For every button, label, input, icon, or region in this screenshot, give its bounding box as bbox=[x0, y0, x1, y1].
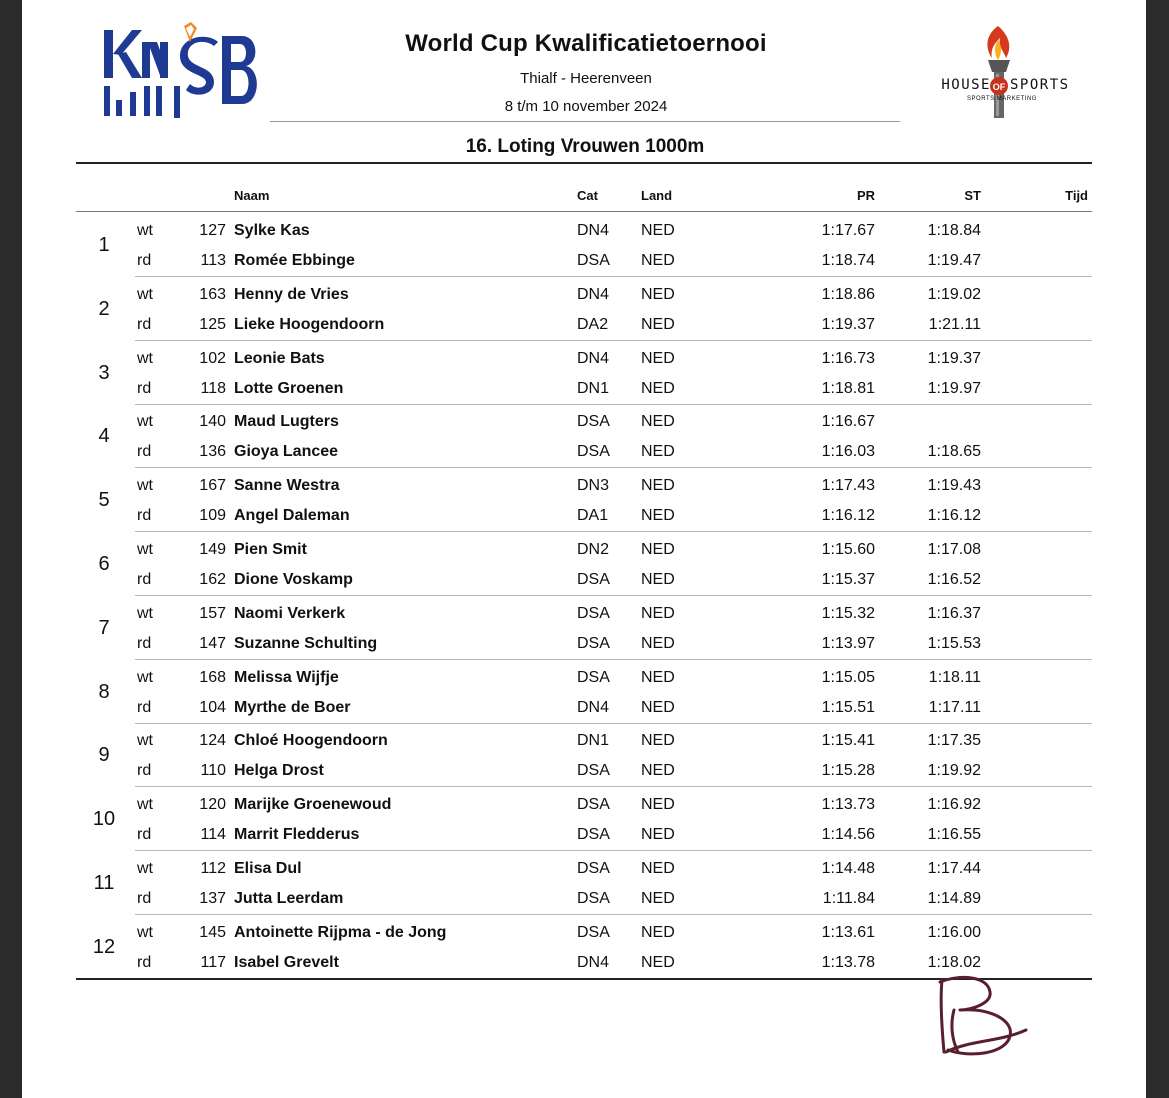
skater-number: 140 bbox=[199, 413, 226, 431]
skater-number: 102 bbox=[199, 349, 226, 367]
skater-name: Henny de Vries bbox=[234, 285, 349, 303]
personal-record: 1:17.67 bbox=[821, 222, 875, 239]
skater-name: Romée Ebbinge bbox=[234, 252, 355, 269]
season-time: 1:18.65 bbox=[927, 443, 981, 461]
skater-country: NED bbox=[641, 762, 675, 780]
col-header-naam: Naam bbox=[234, 188, 270, 203]
skater-number: 136 bbox=[199, 443, 226, 461]
skater-category: DSA bbox=[577, 252, 610, 269]
pair-number: 10 bbox=[92, 808, 116, 831]
pair-number: 3 bbox=[98, 361, 110, 384]
season-time: 1:17.11 bbox=[928, 698, 981, 716]
pair-number: 5 bbox=[98, 489, 110, 512]
skater-name: Myrthe de Boer bbox=[234, 698, 351, 716]
skater-number: 157 bbox=[199, 604, 226, 622]
skater-number: 125 bbox=[199, 315, 226, 333]
season-time: 1:19.37 bbox=[927, 349, 981, 367]
skater-name: Elisa Dul bbox=[234, 860, 302, 877]
skater-number: 162 bbox=[199, 571, 226, 588]
skater-country: NED bbox=[641, 860, 675, 877]
personal-record: 1:15.37 bbox=[821, 571, 875, 588]
skater-category: DN4 bbox=[577, 222, 610, 239]
skater-name: Maud Lugters bbox=[234, 413, 339, 431]
pair-separator bbox=[135, 723, 1092, 724]
lane-label: rd bbox=[137, 698, 152, 716]
season-time: 1:18.02 bbox=[927, 953, 981, 971]
skater-country: NED bbox=[641, 507, 675, 525]
season-time: 1:17.35 bbox=[927, 732, 981, 750]
lane-label: wt bbox=[137, 541, 153, 558]
skater-number: 109 bbox=[199, 507, 226, 525]
skater-country: NED bbox=[641, 634, 675, 652]
personal-record: 1:11.84 bbox=[822, 890, 875, 907]
season-time: 1:19.43 bbox=[927, 477, 981, 495]
personal-record: 1:16.12 bbox=[821, 507, 875, 525]
pair-number: 1 bbox=[98, 234, 110, 256]
pair-separator bbox=[135, 404, 1092, 405]
skater-category: DN1 bbox=[577, 379, 610, 397]
lane-label: wt bbox=[137, 668, 153, 686]
skater-category: DN2 bbox=[577, 541, 610, 558]
skater-name: Marrit Fledderus bbox=[234, 826, 360, 844]
skater-category: DN4 bbox=[577, 953, 610, 971]
skater-number: 137 bbox=[199, 890, 226, 907]
lane-label: rd bbox=[137, 571, 152, 588]
season-time: 1:17.08 bbox=[927, 541, 981, 558]
personal-record: 1:15.28 bbox=[821, 762, 875, 780]
personal-record: 1:13.73 bbox=[821, 796, 875, 814]
skater-category: DSA bbox=[577, 826, 610, 844]
personal-record: 1:13.61 bbox=[821, 923, 875, 941]
personal-record: 1:15.41 bbox=[821, 732, 875, 750]
skater-number: 112 bbox=[200, 860, 226, 877]
personal-record: 1:13.78 bbox=[821, 953, 875, 971]
season-time: 1:16.55 bbox=[927, 826, 981, 844]
col-header-st: ST bbox=[964, 188, 981, 203]
skater-name: Isabel Grevelt bbox=[234, 953, 339, 971]
season-time: 1:19.92 bbox=[927, 762, 981, 780]
pair-number: 2 bbox=[98, 297, 110, 320]
event-title: 16. Loting Vrouwen 1000m bbox=[465, 136, 705, 157]
lane-label: wt bbox=[137, 413, 153, 431]
lane-label: rd bbox=[137, 762, 152, 780]
lane-label: wt bbox=[137, 604, 153, 622]
skater-name: Helga Drost bbox=[234, 762, 324, 780]
season-time: 1:16.37 bbox=[927, 604, 981, 622]
hos-tagline: SPORTS MARKETING bbox=[967, 96, 1037, 102]
table-header-rule bbox=[76, 211, 1092, 212]
skater-country: NED bbox=[641, 252, 675, 269]
col-header-land: Land bbox=[641, 188, 673, 203]
skater-category: DN3 bbox=[577, 477, 610, 495]
skater-name: Chloé Hoogendoorn bbox=[234, 732, 388, 750]
pair-number: 6 bbox=[98, 553, 110, 575]
personal-record: 1:19.37 bbox=[821, 315, 875, 333]
skater-name: Angel Daleman bbox=[234, 507, 350, 525]
skater-name: Marijke Groenewoud bbox=[234, 796, 392, 814]
season-time: 1:16.00 bbox=[927, 923, 981, 941]
lane-label: wt bbox=[137, 796, 153, 814]
lane-label: wt bbox=[137, 477, 153, 495]
skater-number: 127 bbox=[199, 222, 226, 239]
skater-category: DSA bbox=[577, 604, 610, 622]
personal-record: 1:18.74 bbox=[821, 252, 875, 269]
skater-country: NED bbox=[641, 732, 675, 750]
lane-label: rd bbox=[137, 379, 152, 397]
skater-country: NED bbox=[641, 285, 675, 303]
pair-separator bbox=[135, 850, 1092, 851]
personal-record: 1:14.56 bbox=[821, 826, 875, 844]
season-time: 1:16.12 bbox=[927, 507, 981, 525]
skater-category: DSA bbox=[577, 668, 610, 686]
season-time: 1:19.47 bbox=[927, 252, 981, 269]
personal-record: 1:14.48 bbox=[821, 860, 875, 877]
pair-separator bbox=[135, 659, 1092, 660]
pair-separator bbox=[135, 786, 1092, 787]
skater-category: DN4 bbox=[577, 285, 610, 303]
skater-category: DSA bbox=[577, 413, 610, 431]
skater-category: DSA bbox=[577, 634, 610, 652]
season-time: 1:18.11 bbox=[928, 668, 981, 686]
personal-record: 1:17.43 bbox=[821, 477, 875, 495]
season-time: 1:17.44 bbox=[927, 860, 981, 877]
skater-country: NED bbox=[641, 890, 675, 907]
knsb-logo bbox=[102, 22, 262, 122]
skater-category: DSA bbox=[577, 762, 610, 780]
personal-record: 1:16.03 bbox=[821, 443, 875, 461]
skater-number: 117 bbox=[200, 953, 226, 971]
col-header-pr: PR bbox=[856, 188, 875, 203]
document-title: World Cup Kwalificatietoernooi bbox=[405, 30, 767, 57]
pair-separator bbox=[135, 914, 1092, 915]
skater-country: NED bbox=[641, 698, 675, 716]
skater-country: NED bbox=[641, 668, 675, 686]
personal-record: 1:15.05 bbox=[821, 668, 875, 686]
pair-number: 8 bbox=[98, 680, 110, 703]
skater-number: 118 bbox=[200, 379, 226, 397]
season-time: 1:16.92 bbox=[927, 796, 981, 814]
pair-number: 11 bbox=[93, 872, 115, 894]
season-time: 1:19.97 bbox=[927, 379, 981, 397]
lane-label: wt bbox=[137, 222, 153, 239]
pair-number: 12 bbox=[92, 935, 116, 958]
handwritten-initials bbox=[930, 970, 1040, 1060]
skater-name: Naomi Verkerk bbox=[234, 604, 346, 622]
skater-category: DA1 bbox=[577, 507, 609, 525]
skater-name: Lieke Hoogendoorn bbox=[234, 315, 385, 333]
skater-category: DSA bbox=[577, 923, 610, 941]
hos-sports-word: SPORTS bbox=[1010, 77, 1070, 93]
pair-separator bbox=[135, 467, 1092, 468]
skater-category: DA2 bbox=[577, 315, 609, 333]
personal-record: 1:16.67 bbox=[821, 413, 875, 431]
venue: Thialf - Heerenveen bbox=[520, 70, 652, 87]
pair-separator bbox=[135, 531, 1092, 532]
skater-name: Antoinette Rijpma - de Jong bbox=[234, 923, 447, 941]
skater-country: NED bbox=[641, 826, 675, 844]
season-time: 1:19.02 bbox=[927, 285, 981, 303]
skater-number: 110 bbox=[200, 762, 226, 780]
personal-record: 1:18.86 bbox=[821, 285, 875, 303]
skater-country: NED bbox=[641, 413, 675, 431]
pair-number: 7 bbox=[98, 616, 110, 639]
personal-record: 1:16.73 bbox=[821, 349, 875, 367]
col-header-cat: Cat bbox=[577, 188, 598, 203]
skater-name: Suzanne Schulting bbox=[234, 634, 378, 652]
skater-name: Melissa Wijfje bbox=[234, 668, 339, 686]
skater-number: 147 bbox=[199, 634, 226, 652]
skater-number: 104 bbox=[199, 698, 226, 716]
pair-separator bbox=[135, 595, 1092, 596]
skater-name: Pien Smit bbox=[234, 541, 307, 558]
lane-label: rd bbox=[137, 443, 152, 461]
lane-label: rd bbox=[137, 252, 152, 269]
skater-country: NED bbox=[641, 604, 675, 622]
season-time: 1:21.11 bbox=[928, 315, 981, 333]
lane-label: rd bbox=[137, 507, 152, 525]
skater-category: DN4 bbox=[577, 698, 610, 716]
season-time: 1:18.84 bbox=[927, 222, 981, 239]
skater-number: 163 bbox=[199, 285, 226, 303]
skater-number: 120 bbox=[199, 796, 226, 814]
skater-name: Jutta Leerdam bbox=[234, 890, 344, 907]
personal-record: 1:18.81 bbox=[821, 379, 875, 397]
skater-name: Sylke Kas bbox=[234, 222, 310, 239]
skater-country: NED bbox=[641, 315, 675, 333]
header-divider bbox=[270, 121, 900, 122]
skater-category: DSA bbox=[577, 571, 610, 588]
svg-text:OF: OF bbox=[992, 82, 1006, 92]
skater-number: 113 bbox=[200, 252, 226, 269]
skater-category: DN4 bbox=[577, 349, 610, 367]
pair-separator bbox=[135, 340, 1092, 341]
skater-country: NED bbox=[641, 477, 675, 495]
table-top-rule bbox=[76, 162, 1092, 164]
skater-country: NED bbox=[641, 953, 675, 971]
skater-category: DSA bbox=[577, 860, 610, 877]
skater-category: DN1 bbox=[577, 732, 610, 750]
season-time: 1:16.52 bbox=[927, 571, 981, 588]
lane-label: rd bbox=[137, 315, 152, 333]
skater-category: DSA bbox=[577, 443, 610, 461]
hos-house-word: HOUSE bbox=[941, 77, 991, 93]
personal-record: 1:13.97 bbox=[821, 634, 875, 652]
skater-category: DSA bbox=[577, 796, 610, 814]
lane-label: rd bbox=[137, 953, 152, 971]
skater-number: 167 bbox=[199, 477, 226, 495]
skater-name: Leonie Bats bbox=[234, 349, 325, 367]
lane-label: rd bbox=[137, 634, 152, 652]
skater-number: 145 bbox=[199, 923, 226, 941]
skater-country: NED bbox=[641, 796, 675, 814]
lane-label: wt bbox=[137, 349, 153, 367]
season-time: 1:15.53 bbox=[927, 634, 981, 652]
skater-name: Lotte Groenen bbox=[234, 379, 344, 397]
skater-country: NED bbox=[641, 571, 675, 588]
skater-country: NED bbox=[641, 541, 675, 558]
skater-number: 168 bbox=[199, 668, 226, 686]
skater-country: NED bbox=[641, 222, 675, 239]
personal-record: 1:15.60 bbox=[821, 541, 875, 558]
skater-category: DSA bbox=[577, 890, 610, 907]
skater-country: NED bbox=[641, 443, 675, 461]
lane-label: wt bbox=[137, 732, 153, 750]
col-header-tijd: Tijd bbox=[1065, 188, 1088, 203]
pair-separator bbox=[135, 276, 1092, 277]
lane-label: wt bbox=[137, 860, 153, 877]
lane-label: rd bbox=[137, 890, 152, 907]
skater-number: 149 bbox=[199, 541, 226, 558]
pair-number: 4 bbox=[98, 425, 110, 448]
lane-label: rd bbox=[137, 826, 152, 844]
lane-label: wt bbox=[137, 285, 153, 303]
skater-country: NED bbox=[641, 379, 675, 397]
skater-name: Sanne Westra bbox=[234, 477, 340, 495]
house-of-sports-logo bbox=[920, 22, 1080, 124]
skater-country: NED bbox=[641, 923, 675, 941]
season-time: 1:14.89 bbox=[927, 890, 981, 907]
personal-record: 1:15.32 bbox=[821, 604, 875, 622]
skater-number: 124 bbox=[199, 732, 226, 750]
personal-record: 1:15.51 bbox=[821, 698, 875, 716]
event-dates: 8 t/m 10 november 2024 bbox=[504, 98, 668, 115]
skater-name: Gioya Lancee bbox=[234, 443, 339, 461]
lane-label: wt bbox=[137, 923, 153, 941]
skater-name: Dione Voskamp bbox=[234, 571, 353, 588]
document-page bbox=[22, 0, 1146, 1098]
skater-number: 114 bbox=[200, 826, 226, 844]
skater-country: NED bbox=[641, 349, 675, 367]
pair-number: 9 bbox=[98, 744, 110, 767]
